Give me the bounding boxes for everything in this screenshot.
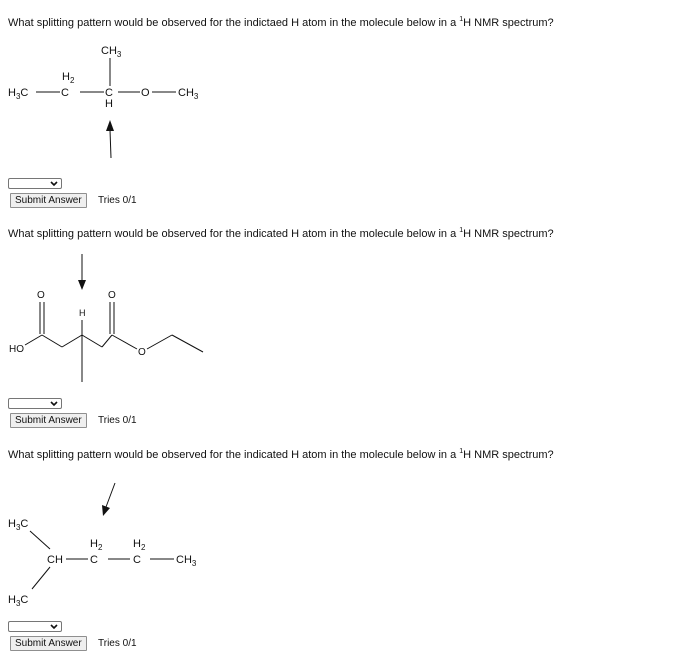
bond: [102, 335, 112, 347]
label-ch3-right: $CH_3$: [178, 87, 199, 101]
molecule-1-diagram: [0, 40, 260, 160]
tries-counter-2: Tries 0/1: [98, 415, 137, 426]
bond: [147, 335, 172, 349]
label-o-ester: O: [138, 347, 146, 358]
answer-select-3[interactable]: [8, 621, 62, 632]
submit-answer-button-3[interactable]: Submit Answer: [10, 636, 87, 651]
arrow-shaft: [110, 130, 111, 158]
bond: [32, 567, 50, 589]
label-h2-b: $H_2$: [133, 538, 146, 552]
bond: [42, 335, 62, 347]
molecule-2-diagram: [0, 242, 260, 392]
label-h3c: $H_3C$: [8, 87, 29, 101]
bond: [25, 335, 42, 345]
label-ch: CH: [47, 554, 63, 566]
submit-answer-button-2[interactable]: Submit Answer: [10, 413, 87, 428]
label-o-right: O: [108, 290, 116, 301]
label-ch3-end: $CH_3$: [176, 554, 197, 568]
label-h2-a: $H_2$: [90, 538, 103, 552]
arrow-head: [106, 120, 114, 131]
label-h2: $H_2$: [62, 71, 75, 85]
chevron-down-icon: [50, 180, 58, 187]
question-3-text: What splitting pattern would be observed for the indicated H atom in the molecule below in a $^1$H NMR spectrum?: [8, 448, 554, 461]
bond: [112, 335, 137, 349]
question-1-text: What splitting pattern would be observed for the indictaed H atom in the molecule below in a $^1$H NMR spectrum?: [8, 16, 554, 29]
label-c2: C: [105, 87, 113, 99]
chevron-down-icon: [50, 400, 58, 407]
label-h-target: H: [79, 308, 86, 318]
bond: [82, 335, 102, 347]
tries-counter-3: Tries 0/1: [98, 638, 137, 649]
submit-answer-button-1[interactable]: Submit Answer: [10, 193, 87, 208]
arrow-head: [102, 505, 110, 516]
arrow-shaft: [106, 483, 115, 507]
label-ho: HO: [9, 344, 24, 355]
label-o: O: [141, 87, 150, 99]
answer-select-1[interactable]: [8, 178, 62, 189]
chevron-down-icon: [50, 623, 58, 630]
question-2-text: What splitting pattern would be observed for the indicated H atom in the molecule below in a $^1$H NMR spectrum?: [8, 227, 554, 240]
label-o-left: O: [37, 290, 45, 301]
label-h3c-bottom: $H_3C$: [8, 594, 29, 608]
molecule-3-diagram: [0, 471, 260, 631]
label-c-b: C: [133, 554, 141, 566]
bond: [62, 335, 82, 347]
label-c1: C: [61, 87, 69, 99]
bond: [172, 335, 203, 352]
tries-counter-1: Tries 0/1: [98, 195, 137, 206]
label-ch3-top: $CH_3$: [101, 45, 122, 59]
arrow-head: [78, 280, 86, 290]
bond: [30, 531, 50, 549]
label-h-target: H: [105, 98, 113, 110]
answer-select-2[interactable]: [8, 398, 62, 409]
question-2: [0, 220, 673, 435]
label-c-a: C: [90, 554, 98, 566]
question-1: [0, 0, 673, 215]
question-3: [0, 441, 673, 656]
label-h3c-top: $H_3C$: [8, 518, 29, 532]
